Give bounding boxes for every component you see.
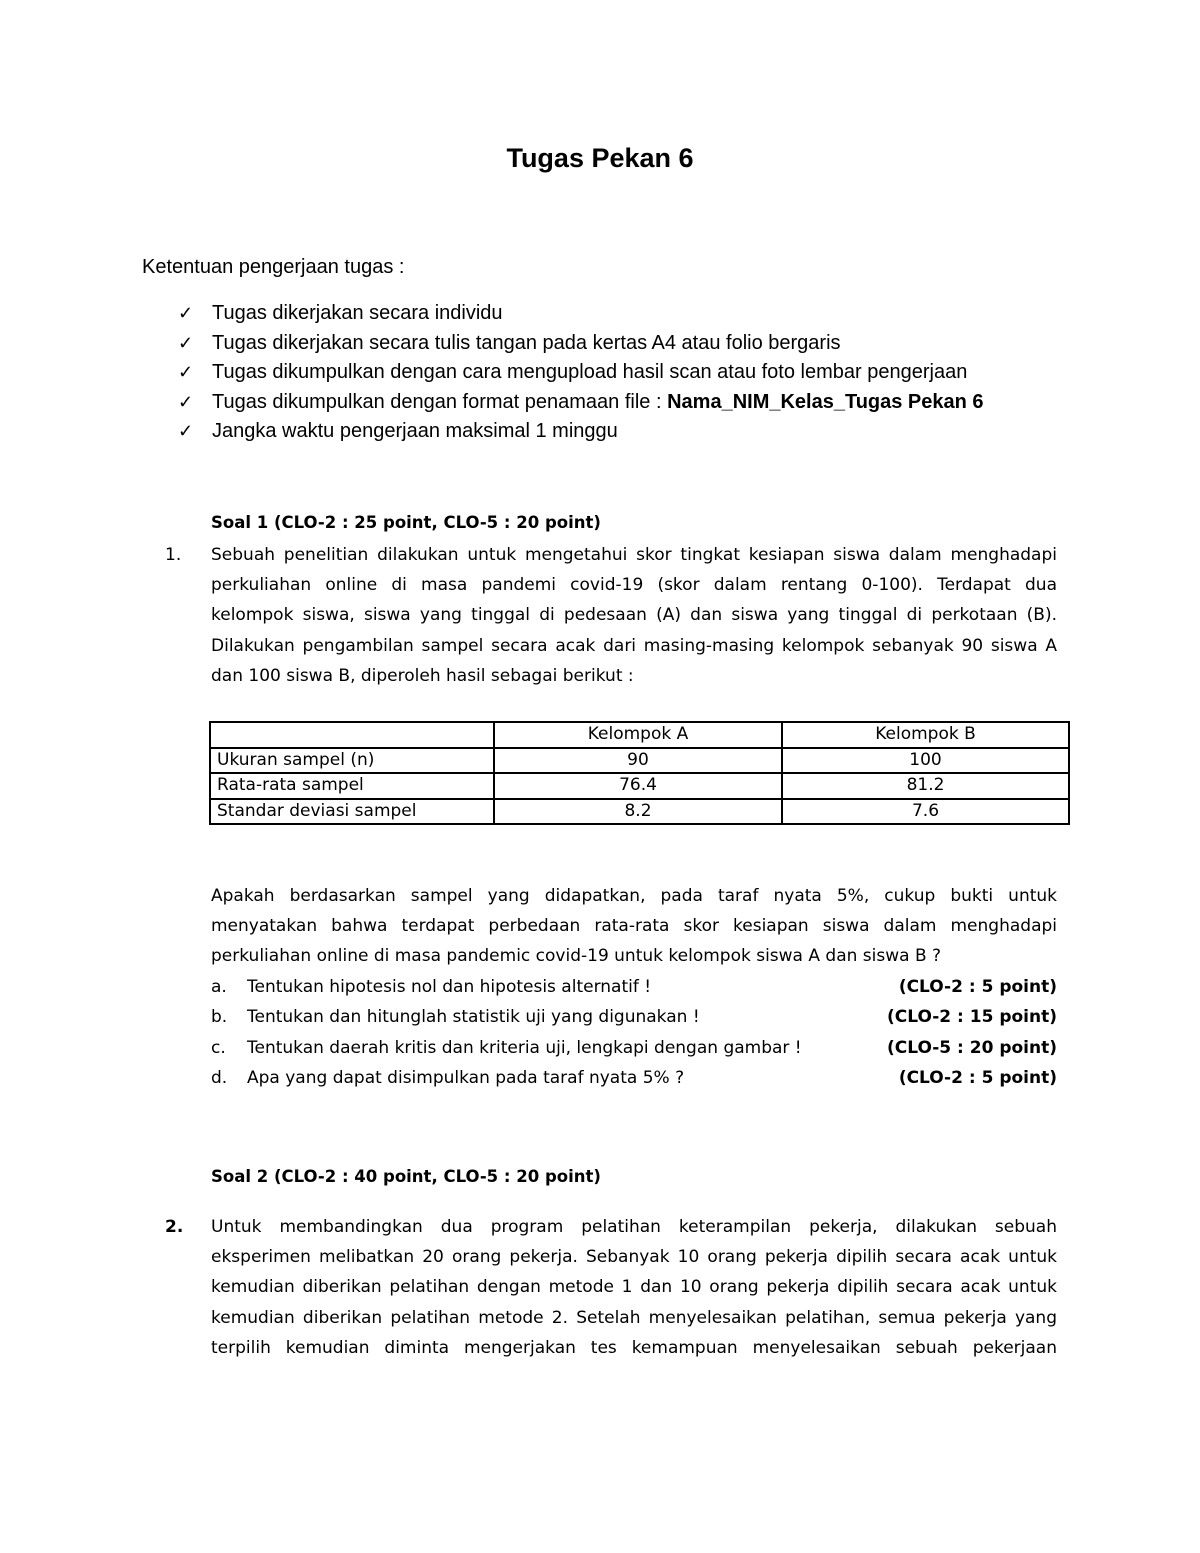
sub-text: Apa yang dapat disimpulkan pada taraf nyata 5% ? — [247, 1068, 685, 1088]
soal2-heading: Soal 2 (CLO-2 : 40 point, CLO-5 : 20 point) — [211, 1167, 601, 1186]
table-cell: 8.2 — [494, 799, 782, 825]
sub-points: (CLO-2 : 5 point) — [898, 1068, 1057, 1088]
paragraph-line: kelompok siswa, siswa yang tinggal di pedesaan (A) dan siswa yang tinggal di perkotaan (B). — [211, 605, 1057, 626]
table-cell: Rata-rata sampel — [210, 773, 494, 799]
paragraph-line: kemudian diberikan pelatihan metode 2. Setelah menyelesaikan pelatihan, semua pekerja yang — [211, 1307, 1057, 1328]
question-line: perkuliahan online di masa pandemic covid-19 untuk kelompok siswa A dan siswa B ? — [211, 946, 942, 967]
soal1-heading: Soal 1 (CLO-2 : 25 point, CLO-5 : 20 point) — [211, 513, 601, 532]
soal2-paragraph — [211, 1212, 1057, 1363]
soal1-paragraph — [211, 540, 1057, 691]
table-header-cell — [210, 722, 494, 748]
rule-text: Tugas dikerjakan secara individu — [212, 302, 503, 324]
rule-text: Tugas dikumpulkan dengan cara mengupload hasil scan atau foto lembar pengerjaan — [212, 361, 968, 383]
table-cell: Standar deviasi sampel — [210, 799, 494, 825]
sub-points: (CLO-2 : 15 point) — [886, 1007, 1057, 1027]
paragraph-line: eksperimen melibatkan 20 orang pekerja. Sebanyak 10 orang pekerja dipilih secara acak untuk — [211, 1247, 1057, 1268]
soal1-number: 1. — [165, 545, 182, 565]
file-name-format: Nama_NIM_Kelas_Tugas Pekan 6 — [667, 390, 984, 413]
sub-question-b — [211, 1002, 1057, 1032]
table-cell: 81.2 — [782, 773, 1069, 799]
rule-text: Jangka waktu pengerjaan maksimal 1 minggu — [212, 420, 618, 442]
sub-letter: d. — [211, 1068, 228, 1088]
page-title: Tugas Pekan 6 — [506, 143, 694, 173]
table-row — [210, 773, 1069, 799]
sub-points: (CLO-5 : 20 point) — [886, 1038, 1057, 1058]
table-row — [210, 799, 1069, 825]
rule-text: Tugas dikerjakan secara tulis tangan pada kertas A4 atau folio bergaris — [212, 331, 841, 354]
rule-item — [178, 417, 1078, 447]
sub-letter: b. — [211, 1007, 228, 1027]
rules-heading: Ketentuan pengerjaan tugas : — [142, 256, 405, 278]
soal2-number: 2. — [165, 1217, 184, 1237]
sub-letter: c. — [211, 1038, 226, 1058]
sub-question-d — [211, 1063, 1057, 1093]
paragraph-line: Untuk membandingkan dua program pelatihan keterampilan pekerja, dilakukan sebuah — [211, 1217, 1057, 1237]
soal1-question — [211, 881, 1057, 972]
question-line: Apakah berdasarkan sampel yang didapatkan, pada taraf nyata 5%, cukup bukti untuk — [211, 886, 1057, 906]
check-icon: ✓ — [178, 332, 194, 353]
paragraph-line: dan 100 siswa B, diperoleh hasil sebagai berikut : — [211, 665, 634, 686]
sub-text: Tentukan daerah kritis dan kriteria uji, lengkapi dengan gambar ! — [247, 1038, 802, 1058]
rule-text: Tugas dikumpulkan dengan format penamaan file : — [212, 390, 668, 413]
sample-table — [209, 721, 1070, 825]
check-icon: ✓ — [178, 303, 194, 323]
rules-list — [178, 299, 1078, 447]
sub-question-a — [211, 972, 1057, 1002]
question-line: menyatakan bahwa terdapat perbedaan rata-rata skor kesiapan siswa dalam menghadapi — [211, 916, 1057, 937]
paragraph-line: perkuliahan online di masa pandemi covid-19 (skor dalam rentang 0-100). Terdapat dua — [211, 575, 1057, 596]
table-cell: 90 — [494, 748, 782, 774]
check-icon: ✓ — [178, 391, 194, 412]
table-cell: 7.6 — [782, 799, 1069, 825]
table-cell: 76.4 — [494, 773, 782, 799]
rule-item — [178, 388, 1078, 418]
paragraph-line: terpilih kemudian diminta mengerjakan tes kemampuan menyelesaikan sebuah pekerjaan — [211, 1337, 1057, 1358]
table-row — [210, 748, 1069, 774]
sub-letter: a. — [211, 977, 227, 997]
paragraph-line: kemudian diberikan pelatihan dengan metode 1 dan 10 orang pekerja dipilih secara acak untuk — [211, 1277, 1057, 1298]
table-cell: 100 — [782, 748, 1069, 774]
paragraph-line: Dilakukan pengambilan sampel secara acak dari masing-masing kelompok sebanyak 90 siswa A — [211, 635, 1057, 656]
rule-item — [178, 329, 1078, 359]
sub-question-c — [211, 1033, 1057, 1063]
rule-item — [178, 299, 1078, 329]
table-header-cell: Kelompok B — [782, 722, 1069, 748]
check-icon: ✓ — [178, 421, 194, 441]
sub-text: Tentukan dan hitunglah statistik uji yang digunakan ! — [247, 1007, 700, 1027]
rule-item — [178, 358, 1078, 388]
paragraph-line: Sebuah penelitian dilakukan untuk mengetahui skor tingkat kesiapan siswa dalam menghadapi — [211, 545, 1057, 565]
check-icon: ✓ — [178, 362, 194, 382]
table-cell: Ukuran sampel (n) — [210, 748, 494, 774]
table-header-cell: Kelompok A — [494, 722, 782, 748]
table-header-row — [210, 722, 1069, 748]
sub-points: (CLO-2 : 5 point) — [898, 977, 1057, 997]
sub-text: Tentukan hipotesis nol dan hipotesis alternatif ! — [247, 977, 652, 997]
